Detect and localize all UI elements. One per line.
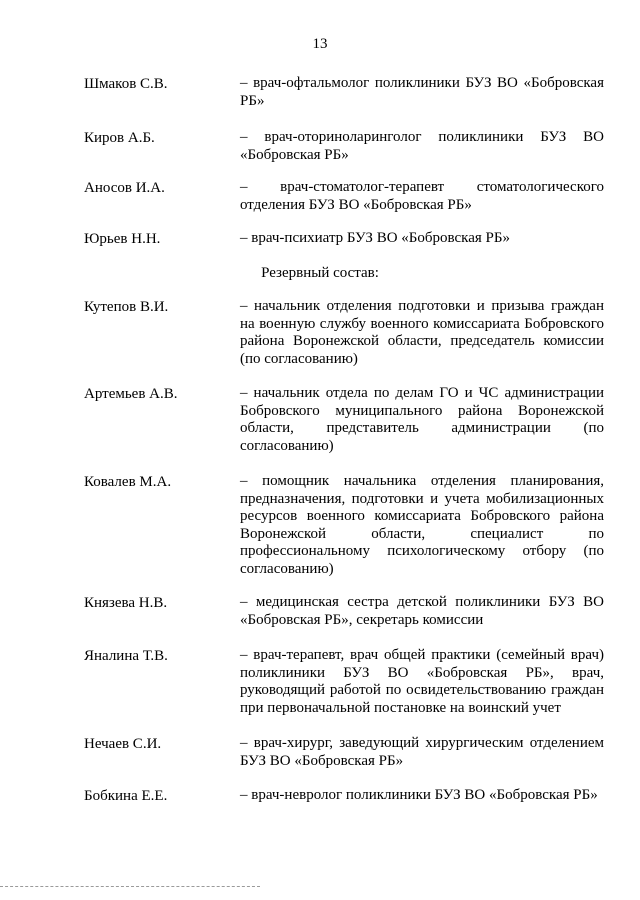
member-role: – врач-оториноларинголог поликлиники БУЗ ВО «Бобровская РБ» — [240, 129, 604, 163]
reserve-role: – врач-терапевт, врач общей практики (семейный врач) поликлиники БУЗ ВО «Бобровская РБ», врач, руководящий работой по освидетельствованию граждан при первоначальной постановке на воинский учет — [240, 647, 604, 716]
member-name: Киров А.Б. — [84, 130, 155, 146]
reserve-role: – помощник начальника отделения планирования, предназначения, подготовки и учета мобилизационных ресурсов военного комиссариата Бобровского района Воронежской области, специалист по профессиональному психологическому отбору (по согласованию) — [240, 473, 604, 577]
member-role: – врач-психиатр БУЗ ВО «Бобровская РБ» — [240, 230, 511, 246]
scan-edge-line — [0, 886, 260, 887]
page-number: 13 — [312, 36, 328, 52]
reserve-heading: Резервный состав: — [261, 265, 379, 281]
member-role: – врач-стоматолог-терапевт стоматологического отделения БУЗ ВО «Бобровская РБ» — [240, 179, 604, 213]
reserve-name: Ковалев М.А. — [84, 474, 172, 490]
reserve-role: – врач-хирург, заведующий хирургическим отделением БУЗ ВО «Бобровская РБ» — [240, 735, 604, 769]
reserve-name: Артемьев А.В. — [84, 386, 178, 402]
reserve-role: – начальник отдела по делам ГО и ЧС администрации Бобровского муниципального района Воронежской области, представитель администрации (по согласованию) — [240, 385, 604, 454]
reserve-name: Князева Н.В. — [84, 595, 168, 611]
reserve-name: Кутепов В.И. — [84, 299, 169, 315]
reserve-role: – врач-невролог поликлиники БУЗ ВО «Бобровская РБ» — [240, 787, 598, 803]
reserve-name: Нечаев С.И. — [84, 736, 162, 752]
reserve-name: Бобкина Е.Е. — [84, 788, 168, 804]
reserve-role: – медицинская сестра детской поликлиники БУЗ ВО «Бобровская РБ», секретарь комиссии — [240, 594, 604, 628]
member-name: Шмаков С.В. — [84, 76, 168, 92]
reserve-name: Яналина Т.В. — [84, 648, 168, 664]
member-name: Аносов И.А. — [84, 180, 165, 196]
reserve-role: – начальник отделения подготовки и призыва граждан на военную службу военного комиссариата Бобровского района Воронежской области, председатель комиссии (по согласованию) — [240, 298, 604, 367]
member-name: Юрьев Н.Н. — [84, 231, 161, 247]
member-role: – врач-офтальмолог поликлиники БУЗ ВО «Бобровская РБ» — [240, 75, 604, 109]
